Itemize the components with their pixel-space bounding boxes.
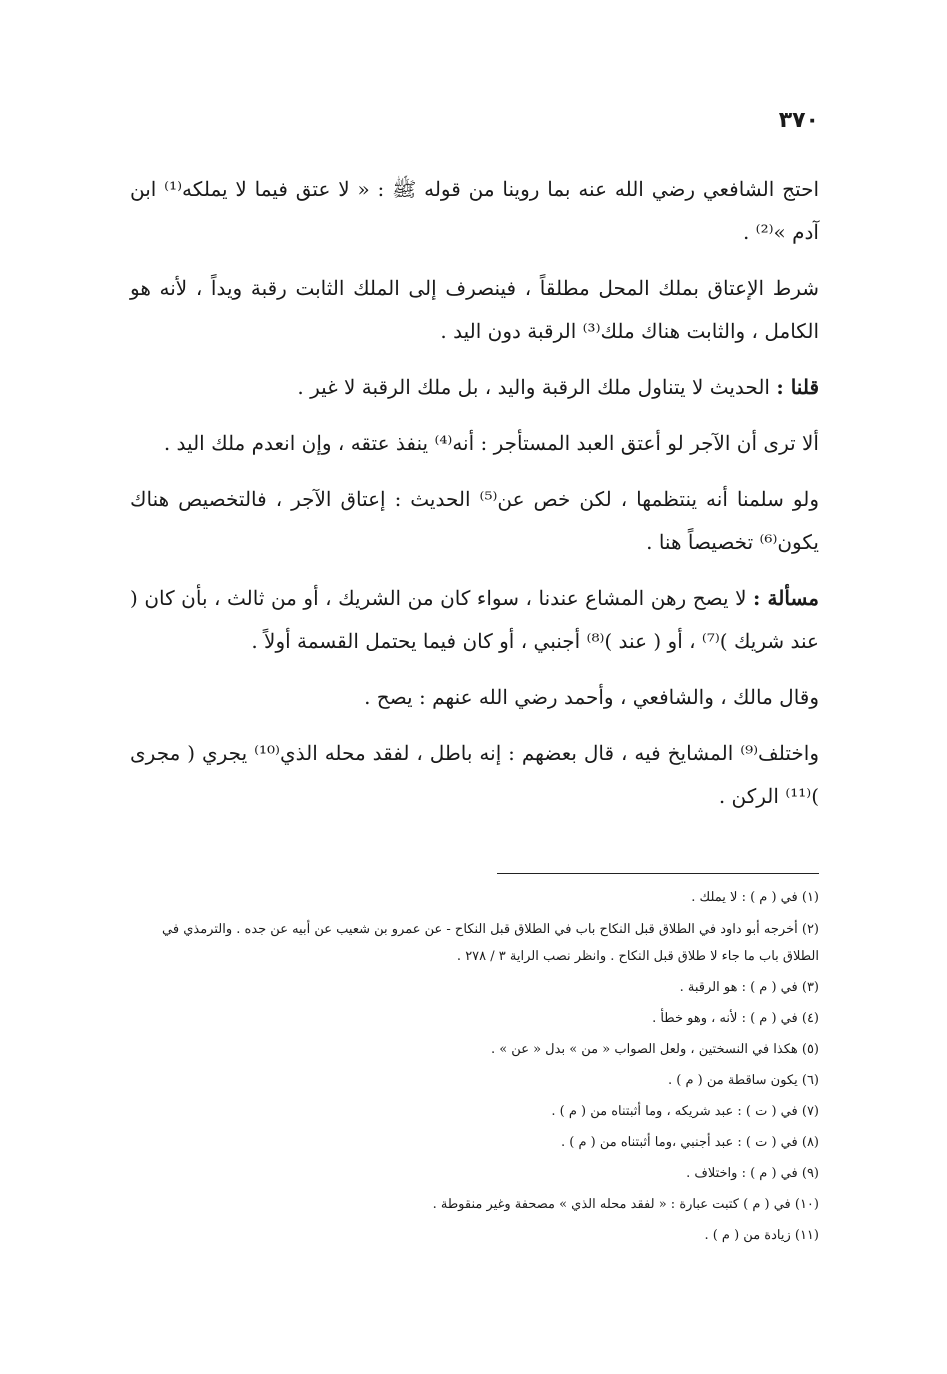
paragraph [130,422,819,465]
footnote: (٩) في ( م ) : واختلاف . [686,1166,819,1181]
footnote: (٨) في ( ت ) : عبد أجنبي ،وما أثبتناه من ( م ) . [561,1135,819,1150]
footnote: (٧) في ( ت ) : عبد شريكه ، وما أثبتناه من ( م ) . [551,1104,819,1119]
paragraph [130,478,819,564]
paragraph [130,366,819,409]
footnote: (٦) يكون ساقطة من ( م ) . [667,1073,819,1088]
paragraph-text: الحديث لا يتناول ملك الرقبة واليد ، بل ملك الرقبة لا غير . [297,375,777,399]
paragraph [130,168,819,254]
paragraph-lead: قلنا : [776,375,819,399]
paragraph-text: ولو سلمنا أنه ينتظمها ، لكن خص عن⁽⁵⁾ الحديث : إعتاق الآجر ، فالتخصيص هناك يكون⁽⁶⁾ تخصيصاً هنا . [130,487,819,554]
paragraph-lead: مسألة : [753,586,819,610]
paragraph-text: وقال مالك ، والشافعي ، وأحمد رضي الله عنهم : يصح . [364,685,819,709]
paragraph-text: واختلف⁽⁹⁾ المشايخ فيه ، قال بعضهم : إنه باطل ، لفقد محله الذي⁽¹⁰⁾ يجري ( مجرى )⁽¹¹⁾ الركن . [130,741,819,808]
paragraph-text: لا يصح رهن المشاع عندنا ، سواء كان من الشريك ، أو من ثالث ، بأن كان ( عند شريك )⁽⁷⁾ ، أو ( عند )⁽⁸⁾ أجنبي ، أو كان فيما يحتمل القسمة أولاً . [130,586,819,653]
footnote-divider [497,873,819,874]
footnote: (١) في ( م ) : لا يملك . [691,890,819,905]
paragraph [130,732,819,818]
footnote: (٢) أخرجه أبو داود في الطلاق قبل النكاح باب في الطلاق قبل النكاح - عن عمرو بن شعيب عن أبيه عن جده . والترمذي في الطلاق باب ما جاء لا طلاق قبل النكاح . وانظر نصب الراية ٣ / ٢٧٨ . [162,922,819,964]
paragraph [130,267,819,353]
paragraph [130,577,819,663]
footnote: (٤) في ( م ) : لأنه ، وهو خطأ . [652,1011,819,1026]
paragraph-text: شرط الإعتاق بملك المحل مطلقاً ، فينصرف إلى الملك الثابت رقبة ويداً ، لأنه هو الكامل ، والثابت هناك ملك⁽³⁾ الرقبة دون اليد . [130,276,819,343]
footnote: (١٠) في ( م ) كتبت عبارة : « لفقد محله الذي » مصحفة وغير منقوطة . [432,1197,819,1212]
footnote: (١١) زيادة من ( م ) . [704,1228,819,1243]
main-text [130,168,819,831]
paragraph-text: ألا ترى أن الآجر لو أعتق العبد المستأجر : أنه⁽⁴⁾ ينفذ عتقه ، وإن انعدم ملك اليد . [163,431,819,455]
page-number: ٣٧٠ [778,108,819,133]
paragraph [130,676,819,719]
footnote: (٥) هكذا في النسختين ، ولعل الصواب « من » بدل « عن » . [490,1042,819,1057]
footnote: (٣) في ( م ) : هو الرقبة . [679,980,819,995]
footnotes [130,882,819,1251]
paragraph-text: احتج الشافعي رضي الله عنه بما روينا من قوله ﷺ : « لا عتق فيما لا يملكه⁽¹⁾ ابن آدم »⁽²⁾ . [130,177,820,244]
